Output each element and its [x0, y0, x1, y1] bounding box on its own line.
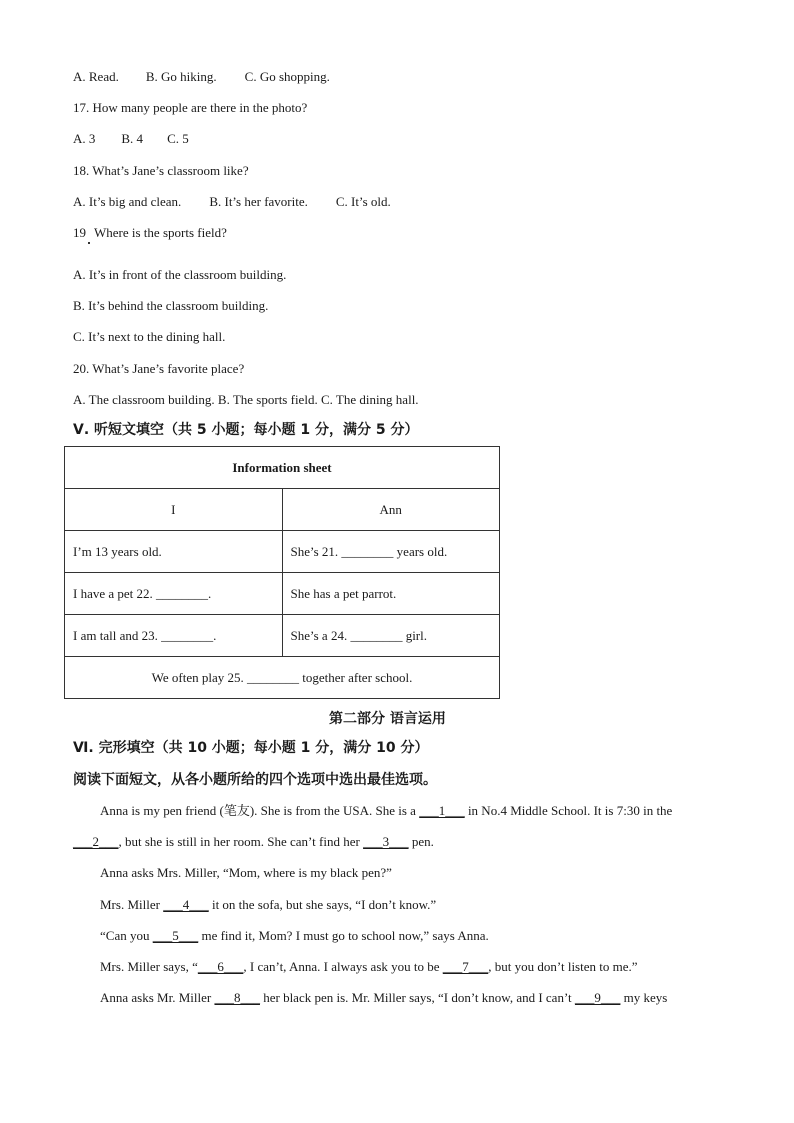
passage-text: Mrs. Miller says, “ — [100, 959, 198, 974]
section6-instruction: 阅读下面短文，从各小题所给的四个选项中选出最佳选项。 — [73, 772, 437, 788]
passage-text: , but you don’t listen to me.” — [488, 959, 638, 974]
q17-options — [73, 131, 189, 147]
table-title: Information sheet — [65, 447, 500, 489]
q19-option-c: C. It’s next to the dining hall. — [73, 329, 226, 344]
table-cell: I’m 13 years old. — [65, 531, 283, 573]
passage-text: , I can’t, Anna. I always ask you to be — [243, 959, 443, 974]
q19-option-b: B. It’s behind the classroom building. — [73, 298, 269, 313]
table-footer: We often play 25. ________ together after school. — [65, 657, 500, 699]
section6-heading: Ⅵ. 完形填空（共 10 小题；每小题 1 分，满分 10 分） — [73, 740, 429, 756]
blank-3: ___3___ — [363, 834, 409, 849]
q18-option-c: C. It’s old. — [335, 194, 391, 209]
q16-option-b: B. Go hiking. — [145, 69, 217, 84]
q17-option-b: B. 4 — [121, 131, 144, 146]
blank-8: ___8___ — [214, 990, 260, 1005]
passage-text: my keys — [620, 990, 668, 1005]
information-sheet-table — [64, 446, 500, 699]
table-cell: She’s 21. ________ years old. — [282, 531, 500, 573]
passage-text: it on the sofa, but she says, “I don’t know.” — [208, 897, 437, 912]
q20-options: A. The classroom building. B. The sports field. C. The dining hall. — [73, 392, 419, 407]
q16-options — [73, 69, 330, 85]
q17-question: 17. How many people are there in the photo? — [73, 100, 308, 115]
q19-question — [73, 225, 227, 241]
table-cell: She has a pet parrot. — [282, 573, 500, 615]
blank-1: ___1___ — [419, 803, 465, 818]
q17-option-c: C. 5 — [167, 131, 189, 146]
passage-line-5 — [100, 928, 489, 944]
q19-text: Where is the sports field? — [94, 225, 227, 240]
passage-text: her black pen is. Mr. Miller says, “I don’t know, and I can’t — [259, 990, 575, 1005]
q20-question: 20. What’s Jane’s favorite place? — [73, 361, 245, 376]
table-cell: She’s a 24. ________ girl. — [282, 615, 500, 657]
blank-5: ___5___ — [152, 928, 199, 943]
passage-line-2 — [73, 834, 434, 850]
blank-4: ___4___ — [163, 897, 209, 912]
q18-options — [73, 194, 391, 210]
passage-text: me find it, Mom? I must go to school now,” says Anna. — [198, 928, 489, 943]
column-header-i: I — [65, 489, 283, 531]
blank-9: ___9___ — [574, 990, 621, 1005]
passage-line-3: Anna asks Mrs. Miller, “Mom, where is my black pen?” — [100, 865, 392, 880]
section5-heading: Ⅴ. 听短文填空（共 5 小题；每小题 1 分，满分 5 分） — [73, 422, 419, 438]
table-footer-row — [65, 657, 500, 699]
q18-question: 18. What’s Jane’s classroom like? — [73, 163, 249, 178]
q16-option-c: C. Go shopping. — [244, 69, 330, 84]
table-cell: I am tall and 23. ________. — [65, 615, 283, 657]
column-header-ann: Ann — [282, 489, 500, 531]
q16-option-a: A. Read. — [73, 69, 119, 84]
blank-6: ___6___ — [197, 959, 244, 974]
passage-text: in No.4 Middle School. It is 7:30 in the — [464, 803, 673, 818]
passage-line-1 — [100, 803, 672, 819]
table-cell: I have a pet 22. ________. — [65, 573, 283, 615]
part2-title: 第二部分 语言运用 — [329, 711, 446, 727]
passage-text: Mrs. Miller — [100, 897, 164, 912]
passage-line-7 — [100, 990, 667, 1006]
table-row — [65, 531, 500, 573]
table-title-row — [65, 447, 500, 489]
table-row — [65, 615, 500, 657]
passage-text: Anna asks Mr. Miller — [100, 990, 215, 1005]
passage-text: Anna is my pen friend (笔友). She is from the USA. She is a — [100, 803, 420, 818]
q19-option-a: A. It’s in front of the classroom building. — [73, 267, 287, 282]
passage-text: “Can you — [100, 928, 153, 943]
passage-text: , but she is still in her room. She can’t find her — [118, 834, 364, 849]
passage-line-4 — [100, 897, 436, 913]
stray-dot — [88, 242, 90, 244]
q18-option-b: B. It’s her favorite. — [209, 194, 308, 209]
table-row — [65, 573, 500, 615]
q17-option-a: A. 3 — [73, 131, 96, 146]
blank-7: ___7___ — [442, 959, 489, 974]
table-header-row — [65, 489, 500, 531]
passage-text: pen. — [408, 834, 434, 849]
q19-number: 19 — [73, 225, 86, 240]
passage-line-6 — [100, 959, 638, 975]
blank-2: ___2___ — [73, 834, 119, 849]
q18-option-a: A. It’s big and clean. — [73, 194, 182, 209]
